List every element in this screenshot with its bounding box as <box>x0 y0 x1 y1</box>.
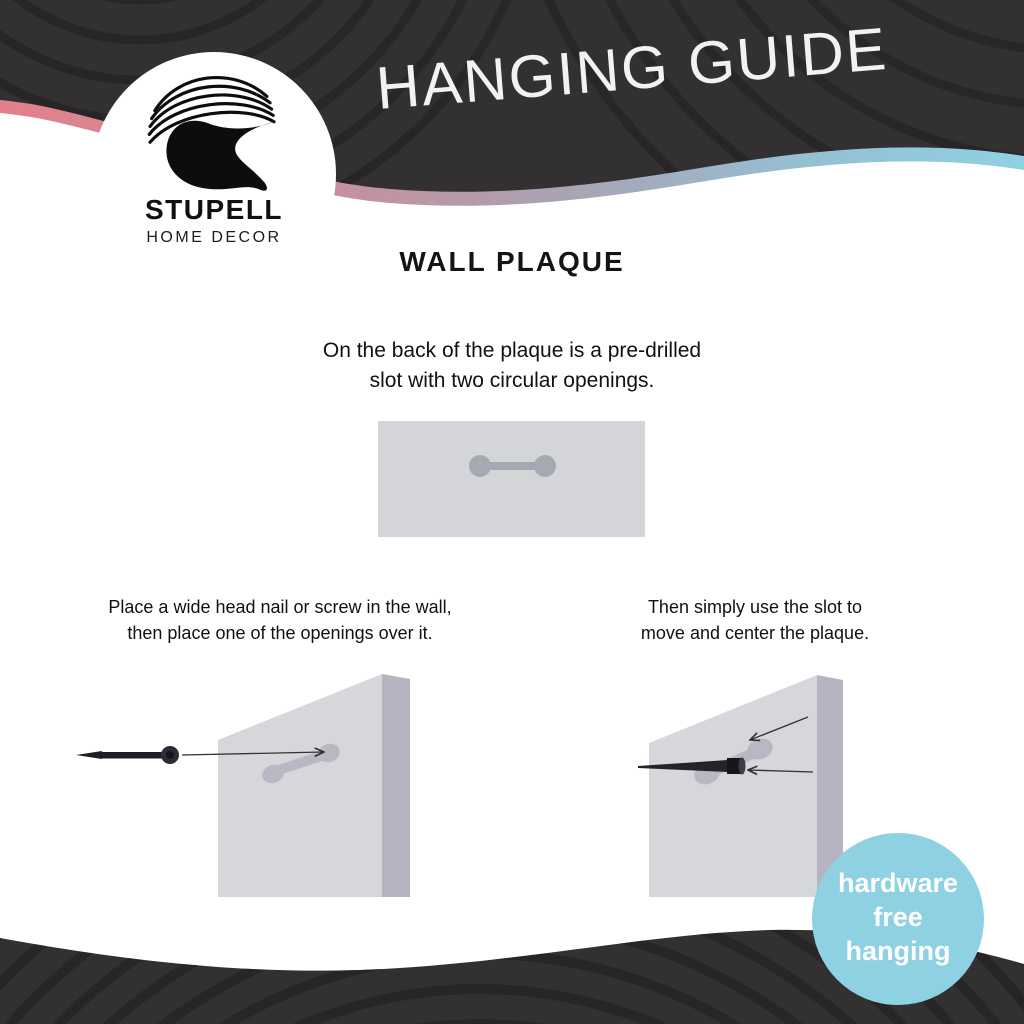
brand-name: STUPELL <box>144 194 284 225</box>
step-2-line-1: Then simply use the slot to <box>647 597 863 617</box>
nail-icon <box>76 746 179 764</box>
badge-line-1: hardware <box>837 868 959 898</box>
step-1-caption <box>60 594 500 646</box>
plaque-face <box>649 675 817 897</box>
step-1-line-1: Place a wide head nail or screw in the wall, <box>108 597 452 617</box>
intro-text <box>0 336 1024 396</box>
plaque-face <box>218 674 382 897</box>
step-1-line-2: then place one of the openings over it. <box>127 623 433 643</box>
plaque-back-diagram <box>378 421 645 537</box>
badge-line-3: hanging <box>845 936 951 966</box>
page-title: HANGING GUIDE <box>373 14 891 123</box>
slot-bar-icon <box>480 462 545 470</box>
step-1-illustration <box>70 655 430 905</box>
product-subtitle: WALL PLAQUE <box>399 246 625 277</box>
step-2-caption <box>560 594 950 646</box>
brand-subname: HOME DECOR <box>146 229 282 246</box>
stupell-s-swoosh-icon <box>139 62 289 202</box>
intro-line-1: On the back of the plaque is a pre-drilled <box>322 339 702 362</box>
hardware-free-badge <box>812 833 984 1005</box>
intro-line-2: slot with two circular openings. <box>369 369 655 392</box>
plaque-side <box>382 674 410 897</box>
badge-line-2: free <box>873 902 923 932</box>
step-2-line-2: move and center the plaque. <box>640 623 870 643</box>
